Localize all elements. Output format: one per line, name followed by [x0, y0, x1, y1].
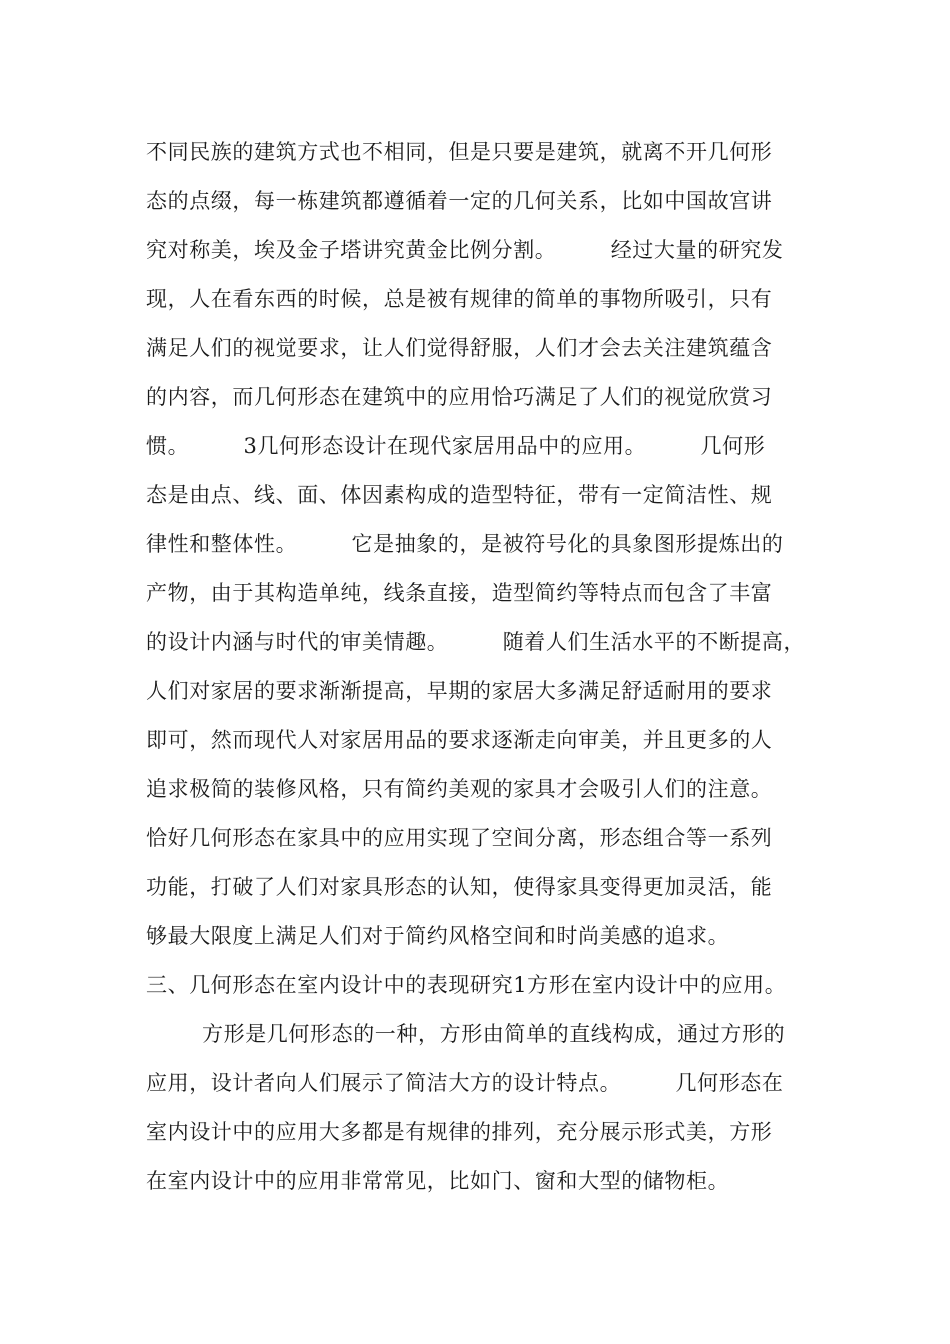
text-line: 即可，然而现代人对家居用品的要求逐渐走向审美，并且更多的人 — [146, 728, 773, 752]
text-line: 应用，设计者向人们展示了简洁大方的设计特点。 几何形态在 — [146, 1071, 784, 1095]
text-line: 现，人在看东西的时候，总是被有规律的简单的事物所吸引，只有 — [146, 287, 773, 311]
text-line: 室内设计中的应用大多都是有规律的排列，充分展示形式美，方形 — [146, 1120, 773, 1144]
text-line: 的设计内涵与时代的审美情趣。 随着人们生活水平的不断提高， — [146, 630, 806, 654]
text-line: 不同民族的建筑方式也不相同，但是只要是建筑，就离不开几何形 — [146, 140, 773, 164]
text-line: 恰好几何形态在家具中的应用实现了空间分离，形态组合等一系列 — [146, 826, 773, 850]
text-line: 律性和整体性。 它是抽象的，是被符号化的具象图形提炼出的 — [146, 532, 784, 556]
text-line: 人们对家居的要求渐渐提高，早期的家居大多满足舒适耐用的要求 — [146, 679, 773, 703]
text-line: 态是由点、线、面、体因素构成的造型特征，带有一定简洁性、规 — [146, 483, 773, 507]
text-line: 功能，打破了人们对家具形态的认知，使得家具变得更加灵活，能 — [146, 875, 773, 899]
text-line: 产物，由于其构造单纯，线条直接，造型简约等特点而包含了丰富 — [146, 581, 773, 605]
section-heading: 三、几何形态在室内设计中的表现研究1方形在室内设计中的应用。 — [146, 973, 787, 997]
text-line: 追求极简的装修风格，只有简约美观的家具才会吸引人们的注意。 — [146, 777, 773, 801]
text-line: 够最大限度上满足人们对于简约风格空间和时尚美感的追求。 — [146, 924, 730, 948]
text-line: 在室内设计中的应用非常常见，比如门、窗和大型的储物柜。 — [146, 1169, 730, 1193]
text-line: 满足人们的视觉要求，让人们觉得舒服，人们才会去关注建筑蕴含 — [146, 336, 773, 360]
text-line: 的内容，而几何形态在建筑中的应用恰巧满足了人们的视觉欣赏习 — [146, 385, 773, 409]
text-line: 态的点缀，每一栋建筑都遵循着一定的几何关系，比如中国故宫讲 — [146, 189, 773, 213]
text-line: 惯。 3几何形态设计在现代家居用品中的应用。 几何形 — [146, 434, 766, 458]
paragraph-start-line: 方形是几何形态的一种，方形由简单的直线构成，通过方形的 — [202, 1022, 786, 1046]
text-line: 究对称美，埃及金子塔讲究黄金比例分割。 经过大量的研究发 — [146, 238, 784, 262]
body-text — [146, 134, 836, 1212]
